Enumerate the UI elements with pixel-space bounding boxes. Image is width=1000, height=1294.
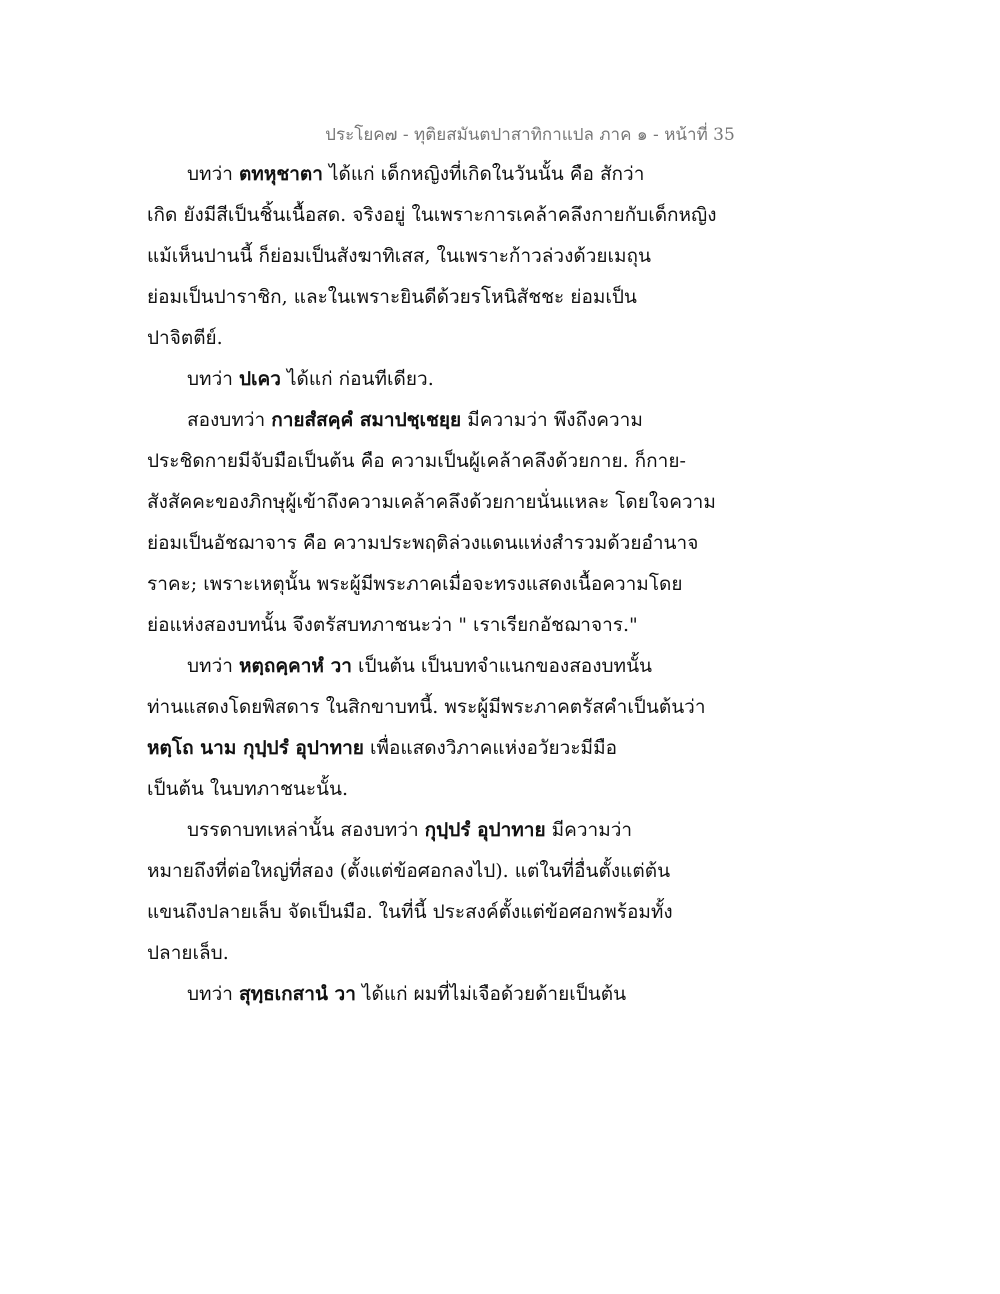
- text-line: [147, 318, 707, 359]
- text-line: [147, 482, 716, 523]
- text-segment: แขนถึงปลายเล็บ จัดเป็นมือ. ในที่นี้ ประสงค์ตั้งแต่ข้อศอกพร้อมทั้ง: [147, 901, 673, 923]
- text-line: [147, 851, 707, 892]
- text-line: [147, 564, 707, 605]
- text-segment: ได้แก่ เด็กหญิงที่เกิดในวันนั้น คือ สักว่า: [322, 163, 645, 185]
- body-text: [147, 154, 717, 1015]
- text-segment: สังสัคคะของภิกษุผู้เข้าถึงความเคล้าคลึงด้วยกายนั่นแหละ โดยใจความ: [147, 491, 716, 513]
- text-segment: บรรดาบทเหล่านั้น สองบทว่า: [187, 819, 425, 841]
- pali-term: กุปฺปรํ อุปาทาย: [424, 819, 546, 841]
- text-segment: ได้แก่ ก่อนทีเดียว.: [280, 368, 434, 390]
- text-line: [147, 154, 707, 195]
- text-line: [147, 892, 707, 933]
- text-line: [147, 646, 707, 687]
- text-segment: มีความว่า: [545, 819, 633, 841]
- text-segment: เกิด ยังมีสีเป็นชิ้นเนื้อสด. จริงอยู่ ในเพราะการเคล้าคลึงกายกับเด็กหญิง: [147, 204, 717, 226]
- pali-term: หตฺถคฺคาหํ วา: [238, 655, 352, 677]
- text-line: [147, 933, 707, 974]
- pali-term: สุทฺธเกสานํ วา: [238, 983, 356, 1005]
- text-segment: ย่อมเป็นอัชฌาจาร คือ ความประพฤติล่วงแดนแห่งสำรวมด้วยอำนาจ: [147, 532, 699, 554]
- text-segment: ราคะ; เพราะเหตุนั้น พระผู้มีพระภาคเมื่อจะทรงแสดงเนื้อความโดย: [147, 573, 683, 595]
- text-segment: บทว่า: [187, 655, 239, 677]
- text-segment: แม้เห็นปานนี้ ก็ย่อมเป็นสังฆาทิเสส, ในเพราะก้าวล่วงด้วยเมถุน: [147, 245, 652, 267]
- text-line: [147, 810, 707, 851]
- text-segment: เป็นต้น เป็นบทจำแนกของสองบทนั้น: [351, 655, 653, 677]
- pali-term: กายสํสคฺคํ สมาปชฺเชยฺย: [271, 409, 462, 431]
- text-segment: บทว่า: [187, 163, 239, 185]
- text-line: [147, 974, 707, 1015]
- text-line: [147, 277, 707, 318]
- text-segment: บทว่า: [187, 983, 239, 1005]
- pali-term: หตฺโถ นาม กุปฺปรํ อุปาทาย: [147, 737, 364, 759]
- text-segment: เพื่อแสดงวิภาคแห่งอวัยวะมีมือ: [363, 737, 618, 759]
- text-line: [147, 687, 707, 728]
- pali-term: ปเคว: [238, 368, 281, 390]
- text-segment: เป็นต้น ในบทภาชนะนั้น.: [147, 778, 349, 800]
- text-line: [147, 441, 707, 482]
- running-header: ประโยค๗ - ทุติยสมันตปาสาทิกาแปล ภาค ๑ - หน้าที่ 35: [325, 125, 735, 145]
- text-segment: บทว่า: [187, 368, 239, 390]
- pali-term: ตทหุชาตา: [238, 163, 323, 185]
- text-line: [147, 236, 707, 277]
- text-line: [147, 359, 707, 400]
- text-segment: ปาจิตตีย์.: [147, 327, 223, 349]
- text-segment: ได้แก่ ผมที่ไม่เจือด้วยด้ายเป็นต้น: [355, 983, 627, 1005]
- text-line: [147, 195, 717, 236]
- text-line: [147, 605, 707, 646]
- text-line: [147, 769, 707, 810]
- text-segment: มีความว่า พึงถึงความ: [461, 409, 643, 431]
- text-segment: ปลายเล็บ.: [147, 942, 229, 964]
- text-segment: ย่อมเป็นปาราชิก, และในเพราะยินดีด้วยรโหนิสัชชะ ย่อมเป็น: [147, 286, 637, 308]
- text-segment: ประชิดกายมีจับมือเป็นต้น คือ ความเป็นผู้เคล้าคลึงด้วยกาย. ก็กาย-: [147, 450, 686, 472]
- text-segment: หมายถึงที่ต่อใหญ่ที่สอง (ตั้งแต่ข้อศอกลงไป). แต่ในที่อื่นตั้งแต่ต้น: [147, 860, 671, 882]
- text-segment: สองบทว่า: [187, 409, 272, 431]
- text-line: [147, 728, 707, 769]
- text-segment: ท่านแสดงโดยพิสดาร ในสิกขาบทนี้. พระผู้มีพระภาคตรัสคำเป็นต้นว่า: [147, 696, 706, 718]
- text-segment: ย่อแห่งสองบทนั้น จึงตรัสบทภาชนะว่า " เราเรียกอัชฌาจาร.": [147, 614, 638, 636]
- text-line: [147, 523, 707, 564]
- text-line: [147, 400, 707, 441]
